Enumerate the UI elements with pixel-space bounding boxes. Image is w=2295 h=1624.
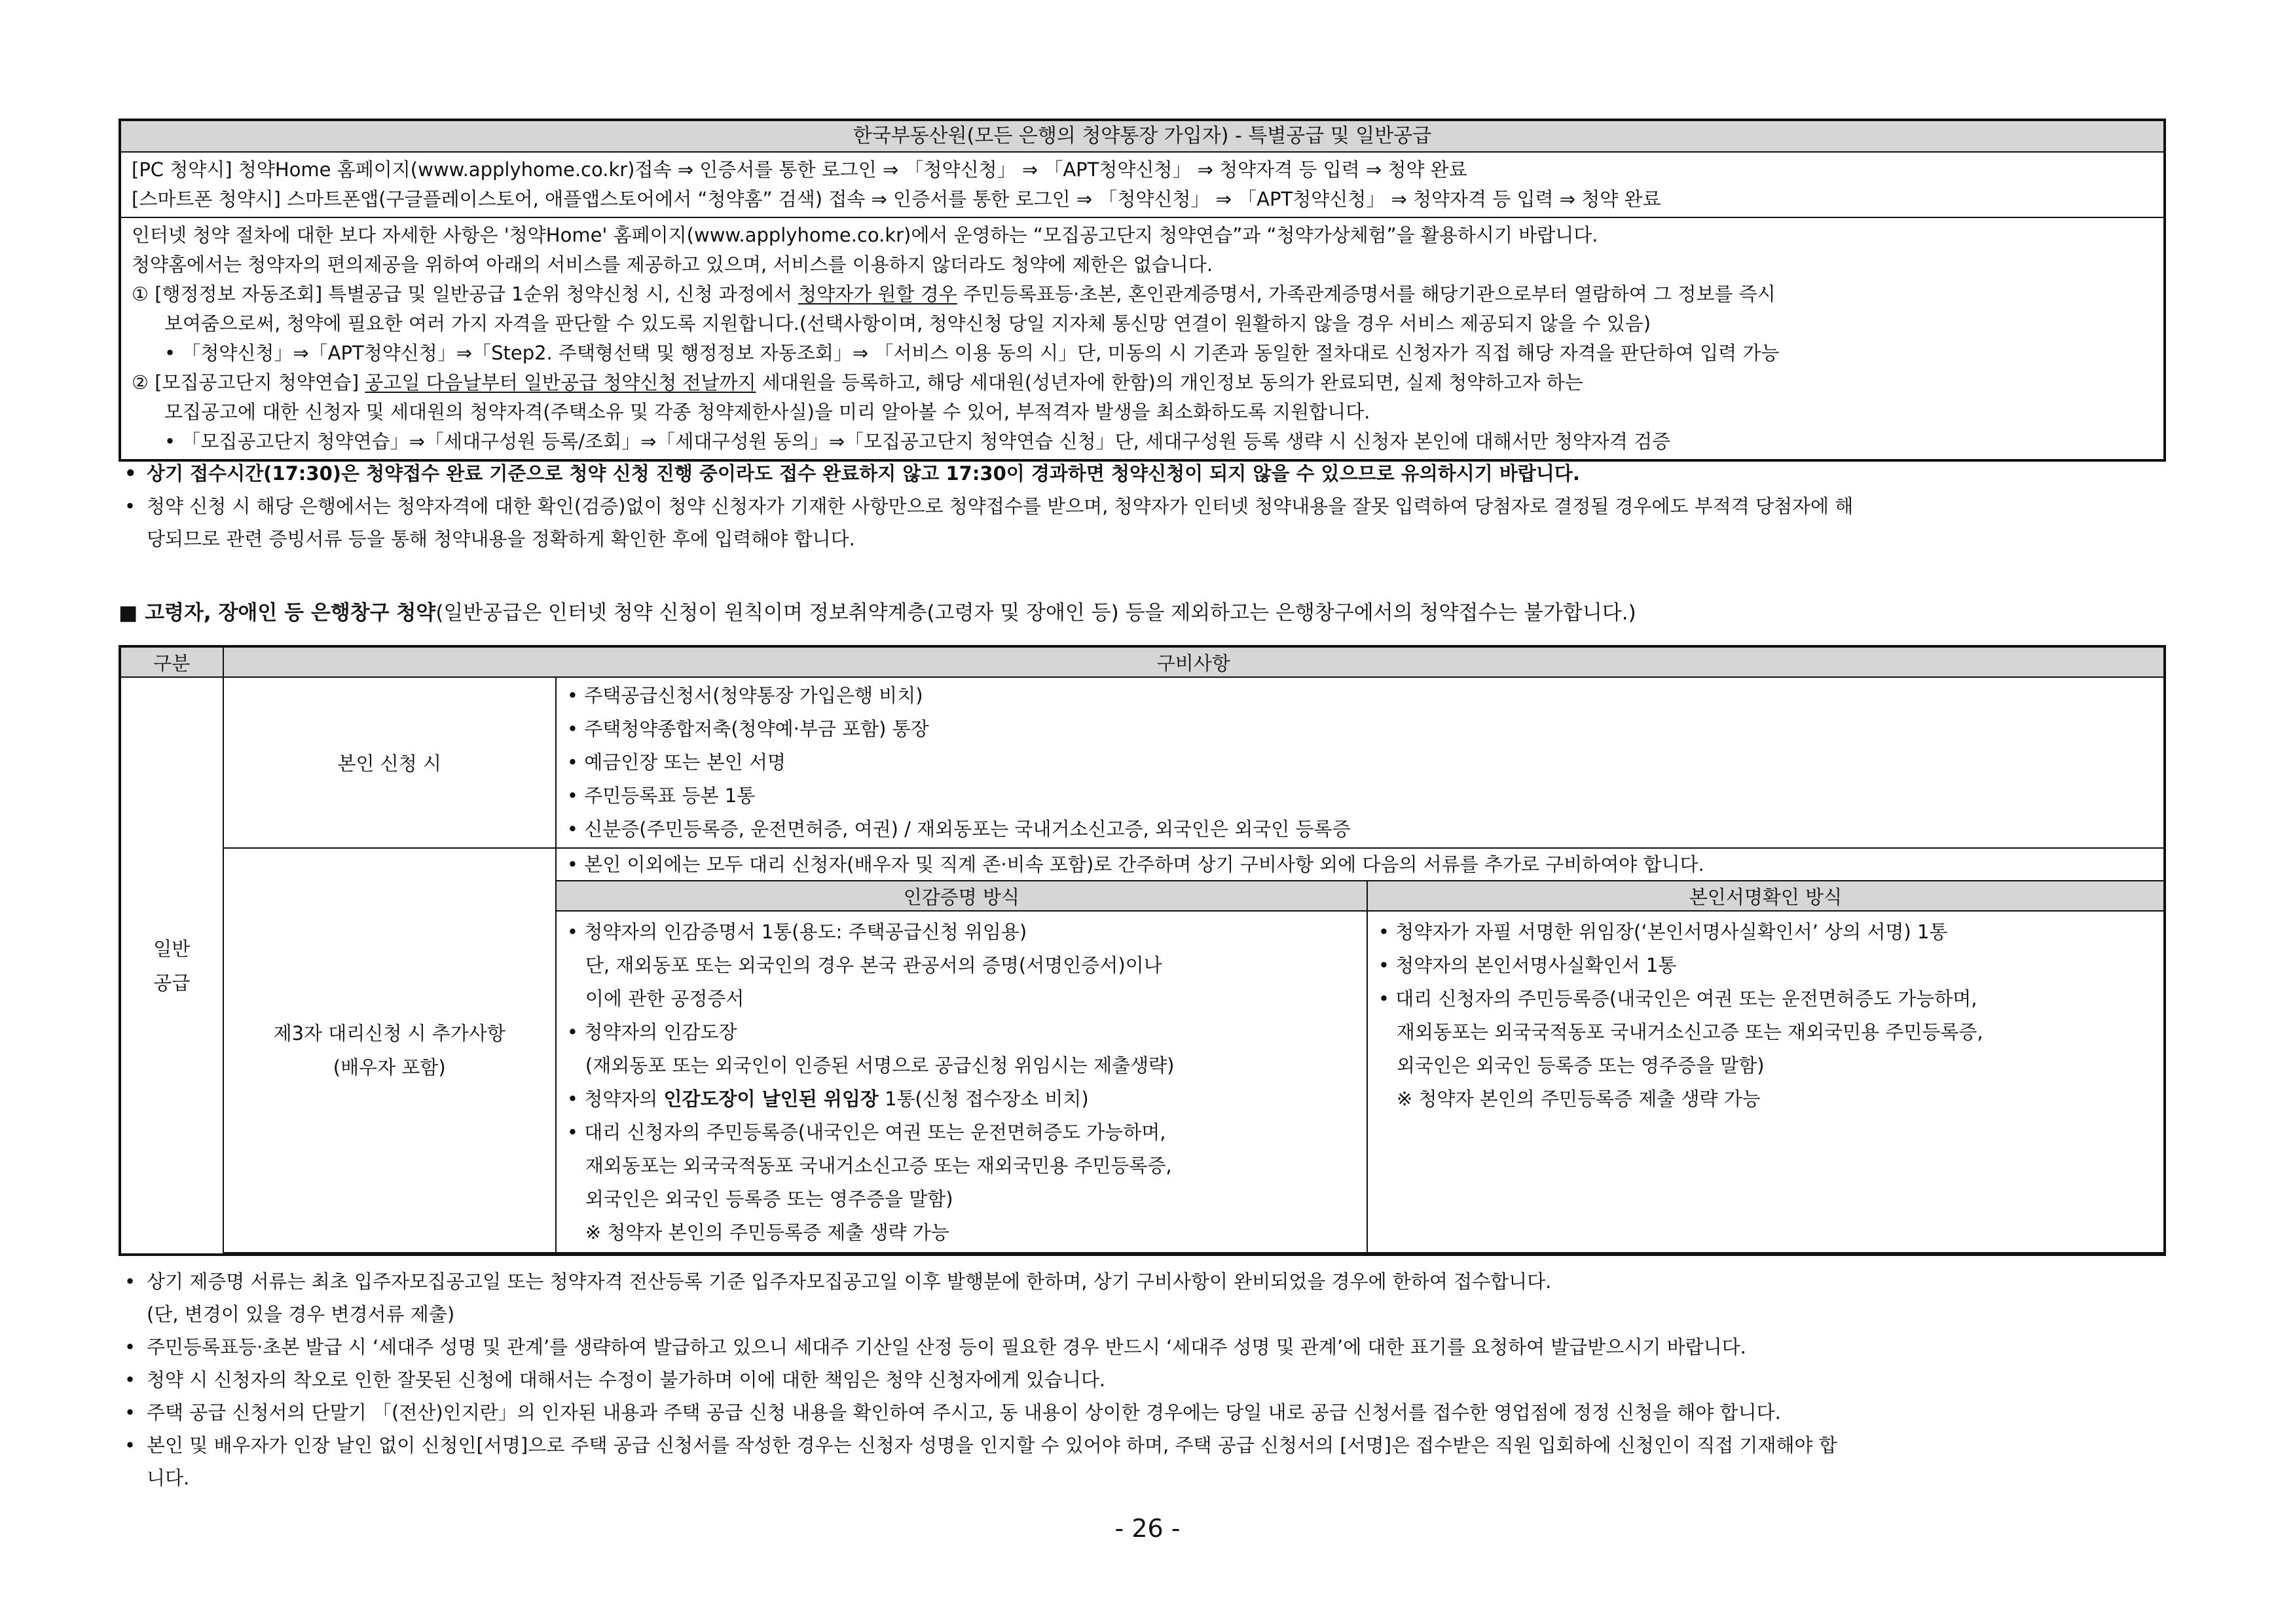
- online-box-header: 한국부동산원(모든 은행의 청약통장 가입자) - 특별공급 및 일반공급: [121, 121, 2163, 153]
- list-item: • 주택공급신청서(청약통장 가입은행 비치): [566, 684, 923, 707]
- online-application-box: [119, 119, 2166, 462]
- list-item: 외국인은 외국인 등록증 또는 영주증을 말함): [585, 1188, 953, 1210]
- list-item: ※ 청약자 본인의 주민등록증 제출 생략 가능: [585, 1221, 949, 1244]
- service-item-1-underline: 청약자가 원할 경우: [798, 283, 957, 305]
- info-line-1: 인터넷 청약 절차에 대한 보다 자세한 사항은 '청약Home' 홈페이지(www.applyhome.co.kr)에서 운영하는 “모집공고단지 청약연습”과 “청약가상체험”을 활용하시기 바랍니다.: [132, 224, 1598, 246]
- list-item: ※ 청약자 본인의 주민등록증 제출 생략 가능: [1396, 1088, 1761, 1110]
- service-item-2-underline: 공고일 다음날부터 일반공급 청약신청 전날까지: [365, 371, 756, 394]
- seal-bold-mid: 인감도장이 날인된 위임장: [663, 1088, 879, 1110]
- note-item: 니다.: [147, 1467, 190, 1489]
- list-item: • 대리 신청자의 주민등록증(내국인은 여권 또는 운전면허증도 가능하며,: [1378, 987, 1977, 1010]
- list-item: • 주민등록표 등본 1통: [566, 784, 756, 807]
- note-item: • 청약 시 신청자의 착오로 인한 잘못된 신청에 대해서는 수정이 불가하며 이에 대한 책임은 청약 신청자에게 있습니다.: [124, 1369, 1106, 1391]
- note-text: 상기 제증명 서류는 최초 입주자모집공고일 또는 청약자격 전산등록 기준 입주자모집공고일 이후 발행분에 한하며, 상기 구비사항이 완비되었을 경우에 한하여 접수합니다.: [147, 1270, 1552, 1293]
- online-steps-section: [121, 153, 2163, 218]
- note-text: 주택 공급 신청서의 단말기 「(전산)인지란」의 인자된 내용과 주택 공급 신청 내용을 확인하여 주시고, 동 내용이 상이한 경우에는 당일 내로 공급 신청서를 접수한 영업점에 정정 신청을 해야 합니다.: [147, 1401, 1781, 1424]
- note-text: 본인 및 배우자가 인장 날인 없이 신청인[서명]으로 주택 공급 신청서를 작성한 경우는 신청자 성명을 인지할 수 있어야 하며, 주택 공급 신청서의 [서명]은 접수받은 직원 입회하에 신청인이 직접 기재해야 합: [147, 1434, 1837, 1456]
- header-category: 구분: [120, 646, 223, 677]
- sign-method-cell: [1367, 911, 2165, 1253]
- note-item: • 상기 접수시간(17:30)은 청약접수 완료 기준으로 청약 신청 진행 중이라도 접수 완료하지 않고 17:30이 경과하면 청약신청이 되지 않을 수 있으므로 유의하시기 바랍니다.: [124, 462, 1580, 485]
- header-requirements: 구비사항: [223, 646, 2165, 677]
- list-item: (재외동포 또는 외국인이 인증된 서명으로 공급신청 위임시는 제출생략): [585, 1054, 1175, 1077]
- list-item: • 청약자의 본인서명사실확인서 1통: [1378, 954, 1677, 976]
- section-title: [119, 597, 1636, 629]
- service-item-2-text: ② [모집공고단지 청약연습]: [132, 371, 365, 394]
- list-item: 재외동포는 외국국적동포 국내거소신고증 또는 재외국민용 주민등록증,: [585, 1154, 1172, 1177]
- self-items-cell: [556, 677, 2165, 848]
- note-item: (단, 변경이 있을 경우 변경서류 제출): [147, 1303, 455, 1325]
- seal-method-cell: [556, 911, 1367, 1253]
- service-item-1-text: ① [행정정보 자동조회] 특별공급 및 일반공급 1순위 청약신청 시, 신청 과정에서: [132, 283, 799, 305]
- note-text: 상기 접수시간(17:30)은 청약접수 완료 기준으로 청약 신청 진행 중이라도 접수 완료하지 않고 17:30이 경과하면 청약신청이 되지 않을 수 있으므로 유의하시기 바랍니다.: [147, 462, 1580, 485]
- note-item: • 상기 제증명 서류는 최초 입주자모집공고일 또는 청약자격 전산등록 기준 입주자모집공고일 이후 발행분에 한하며, 상기 구비사항이 완비되었을 경우에 한하여 접수합니다.: [124, 1270, 1552, 1293]
- seal-bold-post: 1통(신청 접수장소 비치): [878, 1088, 1089, 1110]
- proxy-intro: • 본인 이외에는 모두 대리 신청자(배우자 및 직계 존·비속 포함)로 간주하며 상기 구비사항 외에 다음의 서류를 추가로 구비하여야 합니다.: [566, 853, 1704, 876]
- list-item: • 예금인장 또는 본인 서명: [566, 751, 786, 773]
- list-item: • 청약자가 자필 서명한 위임장(‘본인서명사실확인서’ 상의 서명) 1통: [1378, 921, 1948, 943]
- list-item: 단, 재외동포 또는 외국인의 경우 본국 관공서의 증명(서명인증서)이나: [585, 954, 1162, 976]
- list-item: • 청약자의 인감증명서 1통(용도: 주택공급신청 위임용): [566, 921, 1027, 943]
- list-item: • 청약자의 인감도장: [566, 1021, 737, 1043]
- self-label-cell: 본인 신청 시: [223, 677, 556, 848]
- proxy-intro-cell: [556, 848, 2165, 881]
- category-cell: [120, 677, 223, 1255]
- service-item-2: [132, 368, 2153, 397]
- list-item: 외국인은 외국인 등록증 또는 영주증을 말함): [1396, 1054, 1765, 1077]
- note-text: 청약 신청 시 해당 은행에서는 청약자격에 대한 확인(검증)없이 청약 신청자가 기재한 사항만으로 청약접수를 받으며, 청약자가 인터넷 청약내용을 잘못 입력하여 당첨자로 결정될 경우에도 부적격 당첨자에 해: [147, 495, 1854, 517]
- mobile-steps: [스마트폰 청약시] 스마트폰앱(구글플레이스토어, 애플앱스토어에서 “청약홈” 검색) 접속 ⇒ 인증서를 통한 로그인 ⇒ 「청약신청」 ⇒ 「APT청약신청」 ⇒ 청약자격 등 입력 ⇒ 청약 완료: [132, 188, 1661, 210]
- pc-steps: [PC 청약시] 청약Home 홈페이지(www.applyhome.co.kr)접속 ⇒ 인증서를 통한 로그인 ⇒ 「청약신청」 ⇒ 「APT청약신청」 ⇒ 청약자격 등 입력 ⇒ 청약 완료: [132, 158, 1467, 181]
- list-item: [567, 1082, 1356, 1116]
- notes-bottom: [124, 1265, 2174, 1494]
- category-line-2: 공급: [153, 971, 191, 994]
- list-item: • 주택청약종합저축(청약예·부금 포함) 통장: [566, 718, 929, 740]
- proxy-label-line-2: (배우자 포함): [333, 1056, 446, 1079]
- section-title-bold: ■ 고령자, 장애인 등 은행창구 청약: [119, 601, 436, 625]
- list-item: 재외동포는 외국국적동포 국내거소신고증 또는 재외국민용 주민등록증,: [1396, 1021, 1983, 1043]
- seal-method-header: 인감증명 방식: [556, 881, 1367, 911]
- sign-method-header: 본인서명확인 방식: [1367, 881, 2165, 911]
- service-item-2-cont: 모집공고에 대한 신청자 및 세대원의 청약자격(주택소유 및 각종 청약제한사실)을 미리 알아볼 수 있어, 부적격자 발생을 최소화하도록 지원합니다.: [164, 401, 1370, 423]
- list-item: 이에 관한 공정증서: [585, 987, 744, 1010]
- seal-bold-pre: • 청약자의: [566, 1088, 664, 1110]
- list-item: • 대리 신청자의 주민등록증(내국인은 여권 또는 운전면허증도 가능하며,: [566, 1121, 1166, 1143]
- service-item-1-text-2: 주민등록표등·초본, 혼인관계증명서, 가족관계증명서를 해당기관으로부터 열람하여 그 정보를 즉시: [957, 283, 1776, 305]
- list-item: • 신분증(주민등록증, 운전면허증, 여권) / 재외동포는 국내거소신고증, 외국인은 외국인 등록증: [566, 818, 1351, 840]
- service-item-1-cont: 보여줌으로써, 청약에 필요한 여러 가지 자격을 판단할 수 있도록 지원합니다.(선택사항이며, 청약신청 당일 지자체 통신망 연결이 원활하지 않을 경우 서비스 제공되지 않을 수 있음): [164, 312, 1651, 335]
- notes-top: [124, 457, 2174, 555]
- proxy-label-cell: [223, 848, 556, 1253]
- service-item-1-path: • 「청약신청」⇒「APT청약신청」⇒「Step2. 주택형선택 및 행정정보 자동조회」⇒ 「서비스 이용 동의 시」단, 미동의 시 기존과 동일한 절차대로 신청자가 직접 해당 자격을 판단하여 입력 가능: [164, 342, 1780, 364]
- service-item-2-path: • 「모집공고단지 청약연습」⇒「세대구성원 등록/조회」⇒「세대구성원 동의」⇒「모집공고단지 청약연습 신청」단, 세대구성원 등록 생략 시 신청자 본인에 대해서만 청약자격 검증: [164, 430, 1671, 452]
- note-item: • 주민등록표등·초본 발급 시 ‘세대주 성명 및 관계’를 생략하여 발급하고 있으니 세대주 기산일 산정 등이 필요한 경우 반드시 ‘세대주 성명 및 관계’에 대한 표기를 요청하여 발급받으시기 바랍니다.: [124, 1336, 1746, 1358]
- note-item: • 본인 및 배우자가 인장 날인 없이 신청인[서명]으로 주택 공급 신청서를 작성한 경우는 신청자 성명을 인지할 수 있어야 하며, 주택 공급 신청서의 [서명]은 접수받은 직원 입회하에 신청인이 직접 기재해야 합: [124, 1434, 1837, 1456]
- proxy-label-line-1: 제3자 대리신청 시 추가사항: [273, 1022, 505, 1044]
- info-line-2: 청약홈에서는 청약자의 편의제공을 위하여 아래의 서비스를 제공하고 있으며, 서비스를 이용하지 않더라도 청약에 제한은 없습니다.: [132, 253, 1213, 276]
- online-services-section: [121, 218, 2163, 459]
- service-item-2-text-2: 세대원을 등록하고, 해당 세대원(성년자에 한함)의 개인정보 동의가 완료되면, 실제 청약하고자 하는: [756, 371, 1583, 394]
- note-item: • 주택 공급 신청서의 단말기 「(전산)인지란」의 인자된 내용과 주택 공급 신청 내용을 확인하여 주시고, 동 내용이 상이한 경우에는 당일 내로 공급 신청서를 접수한 영업점에 정정 신청을 해야 합니다.: [124, 1401, 1781, 1424]
- page-number: - 26 -: [1114, 1514, 1181, 1543]
- note-text: 청약 시 신청자의 착오로 인한 잘못된 신청에 대해서는 수정이 불가하며 이에 대한 책임은 청약 신청자에게 있습니다.: [147, 1369, 1106, 1391]
- note-item: 당되므로 관련 증빙서류 등을 통해 청약내용을 정확하게 확인한 후에 입력해야 합니다.: [147, 528, 855, 550]
- service-item-1: [132, 280, 2153, 309]
- note-text: 주민등록표등·초본 발급 시 ‘세대주 성명 및 관계’를 생략하여 발급하고 있으니 세대주 기산일 산정 등이 필요한 경우 반드시 ‘세대주 성명 및 관계’에 대한 표기를 요청하여 발급받으시기 바랍니다.: [147, 1336, 1746, 1358]
- requirements-table: [119, 645, 2166, 1256]
- note-item: • 청약 신청 시 해당 은행에서는 청약자격에 대한 확인(검증)없이 청약 신청자가 기재한 사항만으로 청약접수를 받으며, 청약자가 인터넷 청약내용을 잘못 입력하여 당첨자로 결정될 경우에도 부적격 당첨자에 해: [124, 495, 1854, 517]
- section-title-rest: (일반공급은 인터넷 청약 신청이 원칙이며 정보취약계층(고령자 및 장애인 등) 등을 제외하고는 은행창구에서의 청약접수는 불가합니다.): [435, 601, 1636, 625]
- category-line-1: 일반: [153, 937, 191, 960]
